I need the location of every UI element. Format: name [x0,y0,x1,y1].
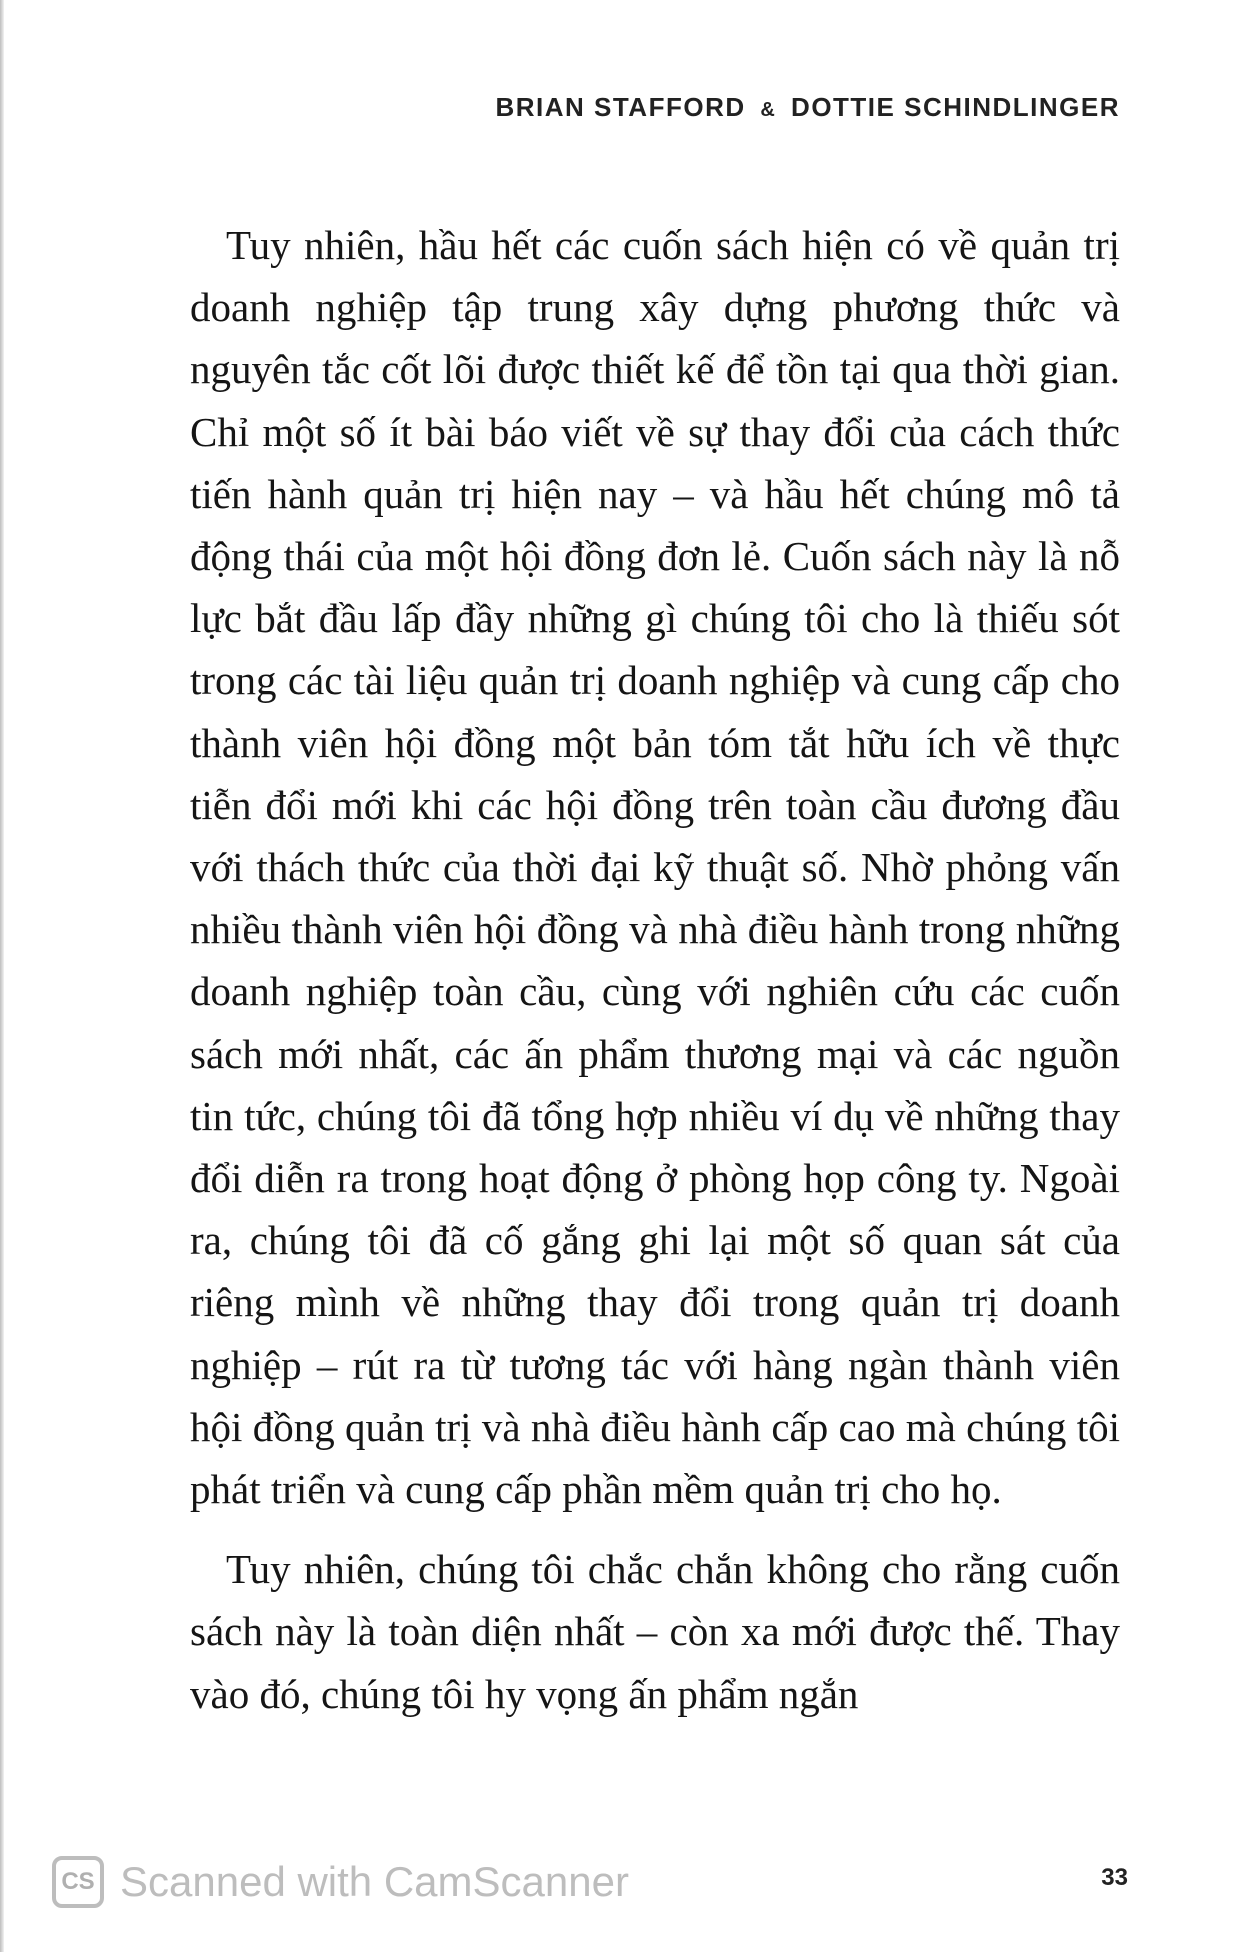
body-text [190,214,1120,1725]
paragraph-2: Tuy nhiên, chúng tôi chắc chắn không cho rằng cuốn sách này là toàn diện nhất – còn xa mới được thế. Thay vào đó, chúng tôi hy vọng ấn phẩm ngắn [190,1546,1120,1717]
header-ampersand: & [760,99,777,121]
header-author-1: BRIAN STAFFORD [495,92,746,122]
running-header [495,92,1120,123]
paragraph-1: Tuy nhiên, hầu hết các cuốn sách hiện có về quản trị doanh nghiệp tập trung xây dựng phương thức và nguyên tắc cốt lõi được thiết kế để tồn tại qua thời gian. Chỉ một số ít bài báo viết về sự thay đổi của cách thức tiến hành quản trị hiện nay – và hầu hết chúng mô tả động thái của một hội đồng đơn lẻ. Cuốn sách này là nỗ lực bắt đầu lấp đầy những gì chúng tôi cho là thiếu sót trong các tài liệu quản trị doanh nghiệp và cung cấp cho thành viên hội đồng một bản tóm tắt hữu ích về thực tiễn đổi mới khi các hội đồng trên toàn cầu đương đầu với thách thức của thời đại kỹ thuật số. Nhờ phỏng vấn nhiều thành viên hội đồng và nhà điều hành trong những doanh nghiệp toàn cầu, cùng với nghiên cứu các cuốn sách mới nhất, các ấn phẩm thương mại và các nguồn tin tức, chúng tôi đã tổng hợp nhiều ví dụ về những thay đổi diễn ra trong hoạt động ở phòng họp công ty. Ngoài ra, chúng tôi đã cố gắng ghi lại một số quan sát của riêng mình về những thay đổi trong quản trị doanh nghiệp – rút ra từ tương tác với hàng ngàn thành viên hội đồng quản trị và nhà điều hành cấp cao mà chúng tôi phát triển và cung cấp phần mềm quản trị cho họ. [190,222,1120,1513]
header-author-2: DOTTIE SCHINDLINGER [791,92,1120,122]
scanner-watermark [52,1856,629,1908]
page-edge-shadow [0,0,4,1952]
scanner-watermark-text: Scanned with CamScanner [120,1858,629,1905]
page-number: 33 [1101,1864,1128,1891]
camscanner-logo-icon: CS [52,1856,104,1908]
